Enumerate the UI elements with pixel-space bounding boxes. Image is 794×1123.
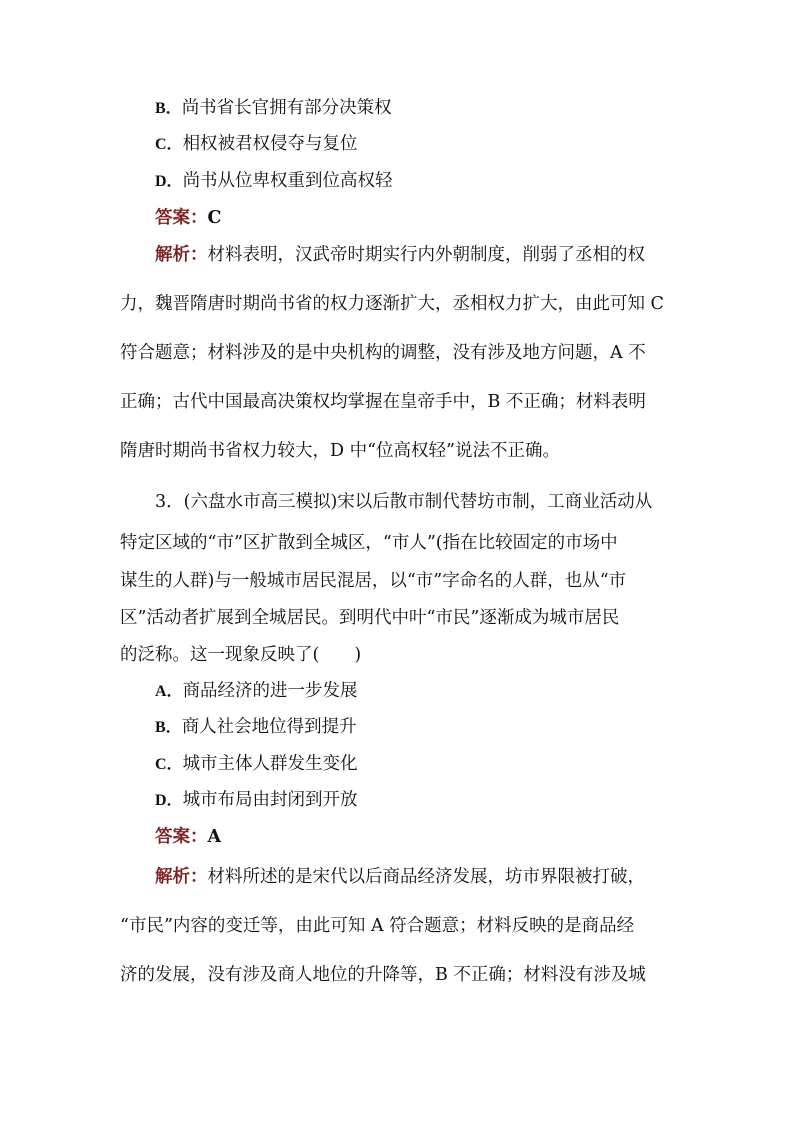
q3-explanation-line-2: “市民”内容的变迁等，由此可知 A 符合题意；材料反映的是商品经: [120, 916, 635, 936]
q3-option-d: [155, 788, 358, 813]
q3-stem-line-5: 的泛称。这一现象反映了( ): [120, 645, 362, 665]
q2-explanation-line-4: 正确；古代中国最高决策权均掌握在皇帝手中，B 不正确；材料表明: [120, 392, 646, 412]
q3-stem-line-3: 谋生的人群)与一般城市居民混居，以“市”字命名的人群，也从“市: [120, 571, 627, 591]
q2-explanation-text-1: 材料表明，汉武帝时期实行内外朝制度，削弱了丞相的权: [207, 245, 645, 265]
q3-answer-value: A: [207, 827, 222, 847]
q2-option-b-text: 尚书省长官拥有部分决策权: [181, 98, 392, 118]
q3-option-b: [155, 715, 357, 740]
q2-option-b: [155, 96, 392, 121]
q3-option-a-text: 商品经济的进一步发展: [182, 681, 358, 701]
q3-stem-line-4: 区”活动者扩展到全城居民。到明代中叶“市民”逐渐成为城市居民: [120, 608, 620, 628]
q2-explanation-label: 解析：: [155, 245, 208, 265]
q3-answer: [155, 825, 221, 849]
q2-explanation-line-2: 力，魏晋隋唐时期尚书省的权力逐渐扩大，丞相权力扩大，由此可知 C: [120, 294, 664, 314]
q3-option-b-text: 商人社会地位得到提升: [181, 717, 357, 737]
q2-option-c-letter: C．: [155, 136, 183, 153]
q3-option-a-letter: A．: [155, 683, 183, 700]
q3-stem-line-2: 特定区域的“市”区扩散到全城区，“市人”(指在比较固定的市场中: [120, 533, 618, 553]
q2-explanation-line-3: 符合题意；材料涉及的是中央机构的调整，没有涉及地方问题，A 不: [120, 343, 646, 363]
q3-option-c-text: 城市主体人群发生变化: [182, 754, 358, 774]
q2-answer-value: C: [207, 208, 222, 228]
q2-option-c-text: 相权被君权侵夺与复位: [182, 134, 358, 154]
q3-option-d-text: 城市布局由封闭到开放: [182, 790, 358, 810]
q3-option-b-letter: B．: [155, 719, 182, 736]
q3-explanation-line-1: [155, 865, 645, 889]
q2-option-c: [155, 132, 358, 157]
q3-option-d-letter: D．: [155, 792, 183, 809]
q3-explanation-text-1: 材料所述的是宋代以后商品经济发展，坊市界限被打破，: [207, 867, 645, 887]
q3-answer-label: 答案：: [155, 827, 208, 847]
q2-answer-label: 答案：: [155, 208, 208, 228]
q2-answer: [155, 206, 221, 230]
q3-explanation-label: 解析：: [155, 867, 208, 887]
q2-option-b-letter: B．: [155, 100, 182, 117]
q3-option-c-letter: C．: [155, 756, 183, 773]
q3-explanation-line-3: 济的发展，没有涉及商人地位的升降等，B 不正确；材料没有涉及城: [120, 965, 646, 985]
q2-explanation-line-1: [155, 243, 645, 267]
q2-option-d-text: 尚书从位卑权重到位高权轻: [182, 171, 393, 191]
q3-option-a: [155, 679, 358, 704]
q2-option-d-letter: D．: [155, 173, 183, 190]
q3-option-c: [155, 752, 358, 777]
q3-stem-line-1: 3．(六盘水市高三模拟)宋以后散市制代替坊市制，工商业活动从: [155, 492, 653, 512]
q2-explanation-line-5: 隋唐时期尚书省权力较大，D 中“位高权轻”说法不正确。: [120, 441, 560, 461]
q2-option-d: [155, 169, 393, 194]
